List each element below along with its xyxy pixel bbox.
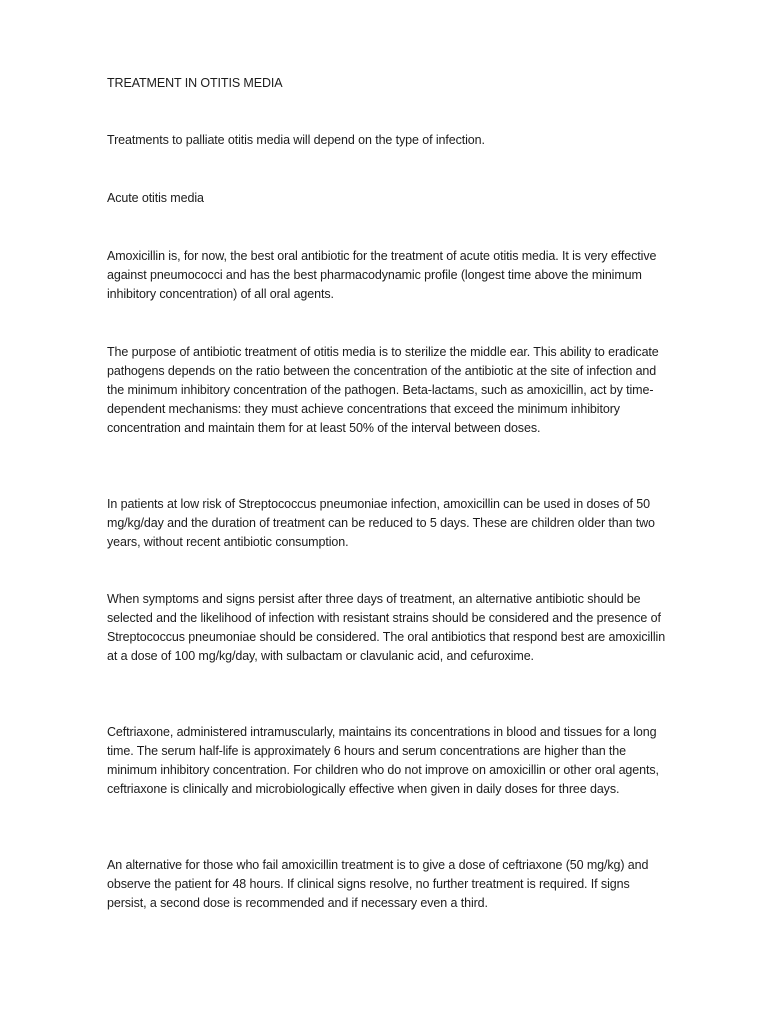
paragraph-ceftriaxone: Ceftriaxone, administered intramuscularly, maintains its concentrations in blood and tissues for a long time. The serum half-life is approximately 6 hours and serum concentrations are higher than the minimum inhibitory concentration. For children who do not improve on amoxicillin or other oral agents, ceftriaxone is clinically and microbiologically effective when given in daily doses for three days. <box>107 725 659 796</box>
paragraph-amoxicillin: Amoxicillin is, for now, the best oral antibiotic for the treatment of acute otitis media. It is very effective against pneumococci and has the best pharmacodynamic profile (longest time above the minimum inhibitory concentration) of all oral agents. <box>107 249 657 301</box>
section-heading: Acute otitis media <box>107 191 204 205</box>
paragraph-alternative: An alternative for those who fail amoxicillin treatment is to give a dose of ceftriaxone (50 mg/kg) and observe the patient for 48 hours. If clinical signs resolve, no further treatment is required. If signs persist, a second dose is recommended and if necessary even a third. <box>107 858 649 910</box>
paragraph-persistent-symptoms: When symptoms and signs persist after three days of treatment, an alternative antibiotic should be selected and the likelihood of infection with resistant strains should be considered and the presence of Streptococcus pneumoniae should be considered. The oral antibiotics that respond best are amoxicillin at a dose of 100 mg/kg/day, with sulbactam or clavulanic acid, and cefuroxime. <box>107 592 666 663</box>
paragraph-low-risk: In patients at low risk of Streptococcus pneumoniae infection, amoxicillin can be used in doses of 50 mg/kg/day and the duration of treatment can be reduced to 5 days. These are children older than two years, without recent antibiotic consumption. <box>107 497 655 549</box>
document-title: TREATMENT IN OTITIS MEDIA <box>107 76 283 90</box>
paragraph-purpose: The purpose of antibiotic treatment of otitis media is to sterilize the middle ear. This ability to eradicate pathogens depends on the ratio between the concentration of the antibiotic at the site of infection and the minimum inhibitory concentration of the pathogen. Beta-lactams, such as amoxicillin, act by time-dependent mechanisms: they must achieve concentrations that exceed the minimum inhibitory concentration and maintain them for at least 50% of the interval between doses. <box>107 345 659 435</box>
intro-paragraph: Treatments to palliate otitis media will depend on the type of infection. <box>107 133 485 147</box>
